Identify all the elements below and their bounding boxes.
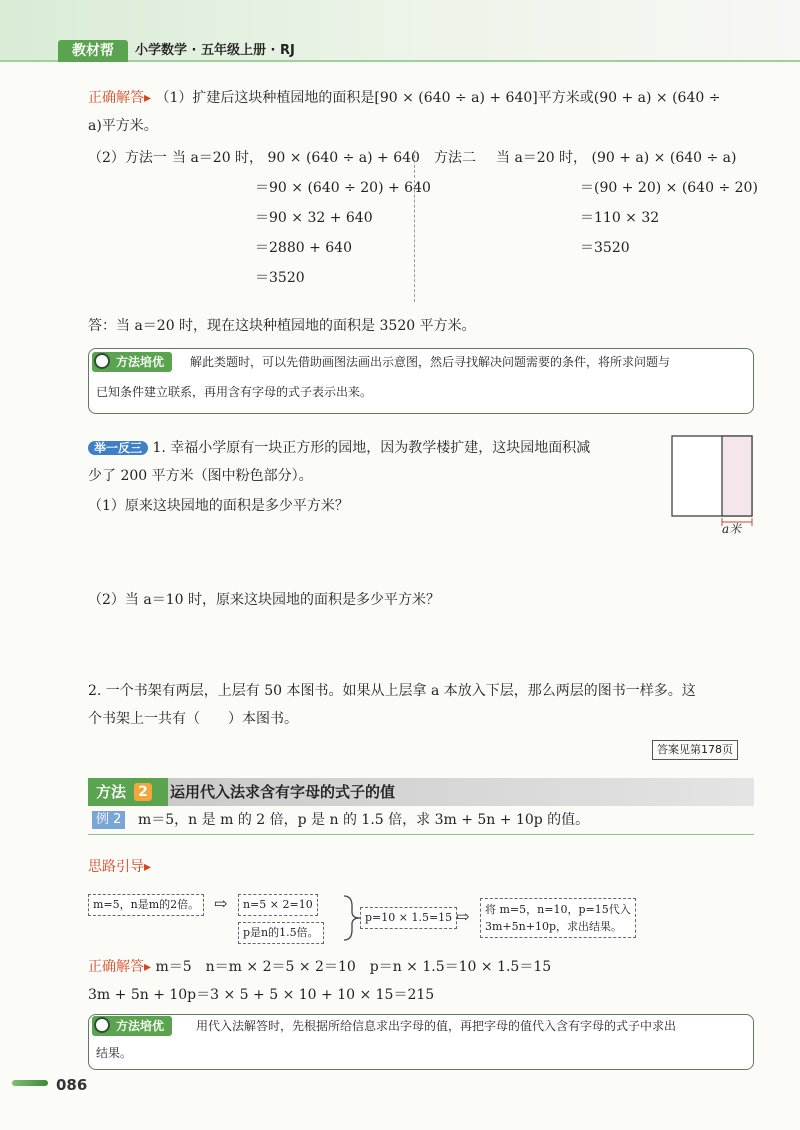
magnifier-icon [94,353,110,369]
method2-step-1: ＝(90 + 20) × (640 ÷ 20) [580,180,758,196]
footer-decoration [12,1080,48,1086]
method2-label: 方法二 [434,150,476,166]
method-tip2-line-2: 结果。 [96,1046,133,1060]
garden-figure [668,432,760,542]
method-tip-label: 方法培优 [92,352,172,372]
flow-box-p: p=10 × 1.5=15 [360,907,457,929]
hint-label: 思路引导 [88,859,144,875]
arrow-right-icon: ⇨ [456,907,470,926]
practice-q2-line-2: 个书架上一共有（ ）本图书。 [88,711,298,727]
answer-reference: 答案见第178页 [652,740,738,760]
method-tip-line-2: 已知条件建立联系，再用含有字母的式子表示出来。 [96,385,373,399]
practice-q1-part2: （2）当 a＝10 时，原来这块园地的面积是多少平方米？ [88,592,440,608]
book-tag: 教材帮 [58,40,128,62]
method-divider [414,150,415,302]
practice-q1-text: 1. 幸福小学原有一块正方形的园地，因为教学楼扩建，这块园地面积减 [152,440,591,456]
practice-q2-line-1: 2. 一个书架有两层，上层有 50 本图书。如果从上层拿 a 本放入下层，那么两层的图书一样多。这 [88,683,696,699]
practice-q1-line-1 [88,437,590,459]
method1-step-0: 当 a＝20 时， 90 × (640 ÷ a) + 640 [172,150,420,166]
method2-answer-line-1 [88,956,551,978]
flow-box-substitute-line-1: 将 m=5，n=10，p=15代入 [485,903,631,916]
arrow-right-icon: ⇨ [214,894,228,913]
method2-number: 2 [134,783,152,801]
method2-label: 方法 [88,778,168,806]
method2-step-0: 当 a＝20 时， (90 + a) × (640 ÷ a) [496,150,737,166]
pink-region [722,436,752,516]
solution-part1-cont: a)平方米。 [88,118,158,134]
triangle-icon: ▸ [144,90,152,106]
page-number: 086 [56,1076,88,1094]
solution-line-1 [88,87,720,109]
example-label: 例 2 [92,811,125,829]
method-tip-line-1: 解此类题时，可以先借助画图法画出示意图，然后寻找解决问题需要的条件，将所求问题与 [190,355,671,369]
method2-answer-line-2: 3m + 5n + 10p＝3 × 5 + 5 × 10 + 10 × 15＝215 [88,987,435,1003]
solution1-answer: 答：当 a＝20 时，现在这块种植园地的面积是 3520 平方米。 [88,318,476,334]
figure-label: a米 [722,522,742,536]
method1-step-3: ＝2880 + 640 [255,240,352,256]
method1-step-1: ＝90 × (640 ÷ 20) + 640 [255,180,431,196]
correct-answer-label: 正确解答 [88,90,144,106]
example-text: m＝5，n 是 m 的 2 倍，p 是 n 的 1.5 倍，求 3m + 5n + 10p 的值。 [138,812,590,828]
method2-answer-text: m＝5 n＝m × 2＝5 × 2＝10 p＝n × 1.5＝10 × 1.5＝15 [155,959,552,975]
method2-step-2: ＝110 × 32 [580,210,660,226]
flow-box-n: n=5 × 2=10 [238,894,318,916]
method2-title: 运用代入法求含有字母的式子的值 [170,783,396,801]
practice-badge: 举一反三 [88,441,148,455]
magnifier-icon [94,1017,110,1033]
flow-box-p-rule: p是n的1.5倍。 [238,922,324,944]
method1-label: （2）方法一 [88,150,167,166]
flow-box-substitute-line-2: 3m+5n+10p，求出结果。 [485,920,622,933]
triangle-icon: ▸ [144,959,152,975]
book-subtitle: 小学数学 · 五年级上册 · RJ [135,43,295,58]
method1-step-4: ＝3520 [255,270,305,286]
flow-box-given: m=5，n是m的2倍。 [88,894,204,916]
method2-answer-label: 正确解答 [88,959,144,975]
practice-q1-line-2: 少了 200 平方米（图中粉色部分）。 [88,468,313,484]
method-tip2-line-1: 用代入法解答时，先根据所给信息求出字母的值，再把字母的值代入含有字母的式子中求出 [196,1019,677,1033]
triangle-icon: ▸ [144,859,152,875]
practice-q1-part1: （1）原来这块园地的面积是多少平方米？ [88,498,349,514]
method1-step-2: ＝90 × 32 + 640 [255,210,373,226]
hint-heading [88,857,151,877]
method2-step-3: ＝3520 [580,240,630,256]
method-tip-label-2: 方法培优 [92,1016,172,1036]
flow-box-substitute [480,898,636,938]
solution-part1-text: （1）扩建后这块种植园地的面积是[90 × (640 ÷ a) + 640]平方米或(90 + a) × (640 ÷ [155,90,721,106]
